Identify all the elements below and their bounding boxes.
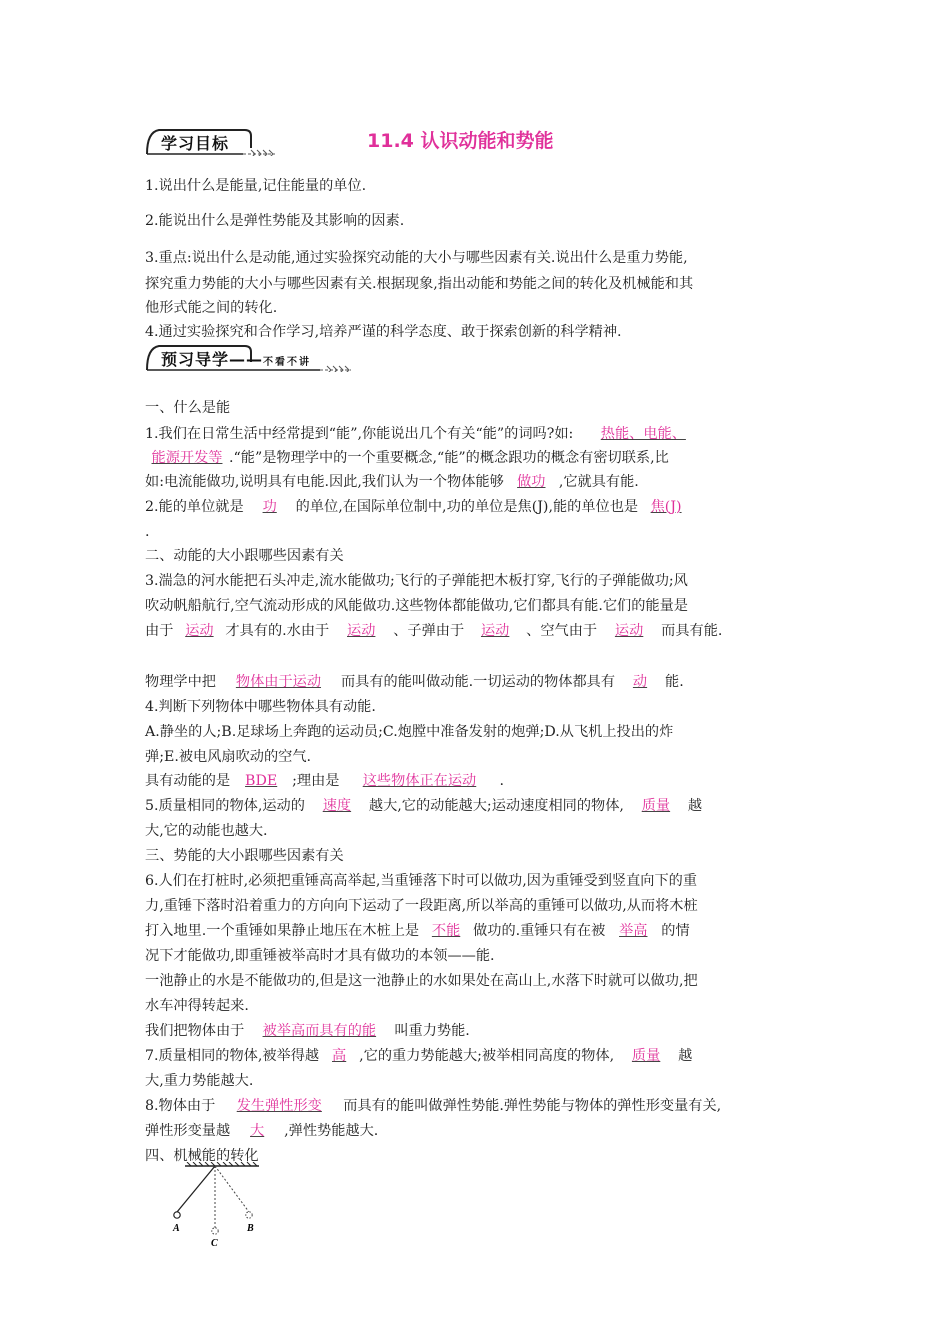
text: 而具有的能叫做动能.一切运动的物体都具有	[340, 674, 616, 690]
text-line	[145, 448, 669, 468]
text: 的情	[661, 923, 690, 939]
text: 做功的.重锤只有在被	[473, 923, 606, 939]
answer-blank: 运动	[480, 623, 510, 639]
text-line	[145, 1021, 470, 1041]
section-heading: 二、动能的大小跟哪些因素有关	[145, 548, 344, 564]
answer-blank: 能源开发等	[151, 450, 223, 466]
section-heading: 三、势能的大小跟哪些因素有关	[145, 848, 344, 864]
goals-badge-label: 学习目标	[161, 134, 230, 153]
answer-blank: 质量	[641, 798, 671, 814]
text: ,它就具有能.	[558, 474, 639, 490]
answer-blank: 大	[250, 1123, 265, 1139]
pendulum-string-b	[215, 1166, 249, 1212]
answer-blank: 这些物体正在运动	[362, 773, 477, 789]
text: 物理学中把	[145, 674, 216, 690]
preview-badge-dash: ——	[229, 350, 264, 369]
goal-item: 3.重点:说出什么是动能,通过实验探究动能的大小与哪些因素有关.说出什么是重力势能,	[145, 250, 688, 266]
text-line: 大,它的动能也越大.	[145, 823, 268, 839]
text-line	[145, 497, 694, 517]
preview-section-badge	[145, 342, 355, 372]
text: .	[499, 773, 504, 789]
section-heading: 四、机械能的转化	[145, 1148, 259, 1164]
text-line: 况下才能做功,即重锤被举高时才具有做功的本领——能.	[145, 948, 495, 964]
text: 由于	[145, 623, 174, 639]
text-line: 吹动帆船航行,空气流动形成的风能做功.这些物体都能做功,它们都具有能.它们的能量是	[145, 598, 688, 614]
text: 5.质量相同的物体,运动的	[145, 798, 305, 814]
answer-blank: 焦(J)	[650, 499, 682, 515]
answer-blank: 做功	[517, 474, 546, 490]
text-line	[145, 472, 639, 492]
text-line: 6.人们在打桩时,必须把重锤高高举起,当重锤落下时可以做功,因为重锤受到竖直向下的重	[145, 873, 698, 889]
goal-item: 探究重力势能的大小与哪些因素有关.根据现象,指出动能和势能之间的转化及机械能和其	[145, 276, 694, 292]
text: 具有动能的是	[145, 773, 231, 789]
preview-badge-label	[161, 347, 311, 370]
text-line: 大,重力势能越大.	[145, 1073, 254, 1089]
answer-blank: 运动	[347, 623, 376, 639]
text-line: 一池静止的水是不能做功的,但是这一池静止的水如果处在高山上,水落下时就可以做功,把	[145, 973, 698, 989]
text: 能.	[665, 674, 684, 690]
text-line	[145, 621, 722, 641]
answer-blank: 功	[262, 499, 277, 515]
section-heading: 一、什么是能	[145, 400, 231, 416]
text: 叫重力势能.	[394, 1023, 470, 1039]
answer-blank: 高	[332, 1048, 347, 1064]
text-line: 4.判断下列物体中哪些物体具有动能.	[145, 699, 376, 715]
text-line: 3.湍急的河水能把石头冲走,流水能做功;飞行的子弹能把木板打穿,飞行的子弹能做功;风	[145, 573, 688, 589]
text: 弹性形变量越	[145, 1123, 231, 1139]
preview-badge-title: 预习导学	[161, 350, 230, 369]
goals-section-badge	[145, 126, 280, 156]
text: 2.能的单位就是	[145, 499, 244, 515]
page-title: 11.4 认识动能和势能	[367, 130, 554, 152]
answer-blank: 发生弹性形变	[236, 1098, 322, 1114]
text: ,弹性势能越大.	[284, 1123, 379, 1139]
text: 越	[678, 1048, 693, 1064]
text-line	[145, 424, 713, 444]
text-line	[145, 1121, 378, 1141]
text-line: 力,重锤下落时沿着重力的方向向下运动了一段距离,所以举高的重锤可以做功,从而将木桩	[145, 898, 698, 914]
text-line	[145, 771, 504, 791]
text-line: 水车冲得转起来.	[145, 998, 249, 1014]
text: 、空气由于	[526, 623, 598, 639]
text: ;理由是	[292, 773, 340, 789]
label-b: B	[247, 1223, 254, 1234]
text-line	[145, 921, 690, 941]
text: 越	[687, 798, 703, 814]
text: 1.我们在日常生活中经常提到“能”,你能说出几个有关“能”的词吗?如:	[145, 426, 574, 442]
text: 的单位,在国际单位制中,功的单位是焦(J),能的单位也是	[295, 499, 639, 515]
text: 才具有的.水由于	[225, 623, 330, 639]
text: 、子弹由于	[393, 623, 465, 639]
label-c: C	[211, 1238, 218, 1249]
answer-blank: BDE	[245, 773, 278, 789]
pendulum-string-a	[177, 1166, 215, 1212]
text: 8.物体由于	[145, 1098, 216, 1114]
text: 越大,它的动能越大;运动速度相同的物体,	[368, 798, 624, 814]
bob-a	[174, 1212, 180, 1218]
bob-c	[212, 1228, 218, 1234]
answer-blank: 动	[632, 674, 648, 690]
text: ,它的重力势能越大;被举相同高度的物体,	[359, 1048, 615, 1064]
answer-blank: 被举高而具有的能	[262, 1023, 377, 1039]
goal-item: 他形式能之间的转化.	[145, 300, 278, 316]
text-line	[145, 1046, 692, 1066]
pendulum-figure	[167, 1162, 287, 1252]
text-line	[145, 1096, 721, 1116]
text-line: A.静坐的人;B.足球场上奔跑的运动员;C.炮膛中准备发射的炮弹;D.从飞机上投出的炸	[145, 724, 674, 740]
answer-blank: 运动	[614, 623, 644, 639]
text: 7.质量相同的物体,被举得越	[145, 1048, 320, 1064]
bob-b	[246, 1212, 252, 1218]
goal-item: 2.能说出什么是弹性势能及其影响的因素.	[145, 213, 405, 229]
text-line	[145, 796, 702, 816]
goal-item: 4.通过实验探究和合作学习,培养严谨的科学态度、敢于探索创新的科学精神.	[145, 324, 622, 340]
text-line: .	[145, 524, 150, 540]
text: 如:电流能做功,说明具有电能.因此,我们认为一个物体能够	[145, 474, 504, 490]
text: 而具有能.	[661, 623, 723, 639]
preview-badge-sub: 不看不讲	[263, 357, 312, 368]
answer-blank: 运动	[185, 623, 214, 639]
goal-item: 1.说出什么是能量,记住能量的单位.	[145, 178, 367, 194]
label-a: A	[173, 1223, 180, 1234]
text: 而具有的能叫做弹性势能.弹性势能与物体的弹性形变量有关,	[343, 1098, 722, 1114]
text: 打入地里.一个重锤如果静止地压在木桩上是	[145, 923, 420, 939]
answer-blank: 物体由于运动	[235, 674, 322, 690]
text: 我们把物体由于	[145, 1023, 245, 1039]
text: .“能”是物理学中的一个重要概念,“能”的概念跟功的概念有密切联系,比	[229, 450, 669, 466]
ceiling-hatch	[185, 1162, 259, 1166]
answer-blank: 热能、电能、	[600, 426, 686, 442]
answer-blank: 举高	[619, 923, 648, 939]
text-line	[145, 672, 684, 692]
answer-blank: 质量	[631, 1048, 661, 1064]
answer-blank: 速度	[322, 798, 352, 814]
text-line: 弹;E.被电风扇吹动的空气.	[145, 749, 312, 765]
answer-blank: 不能	[431, 923, 461, 939]
